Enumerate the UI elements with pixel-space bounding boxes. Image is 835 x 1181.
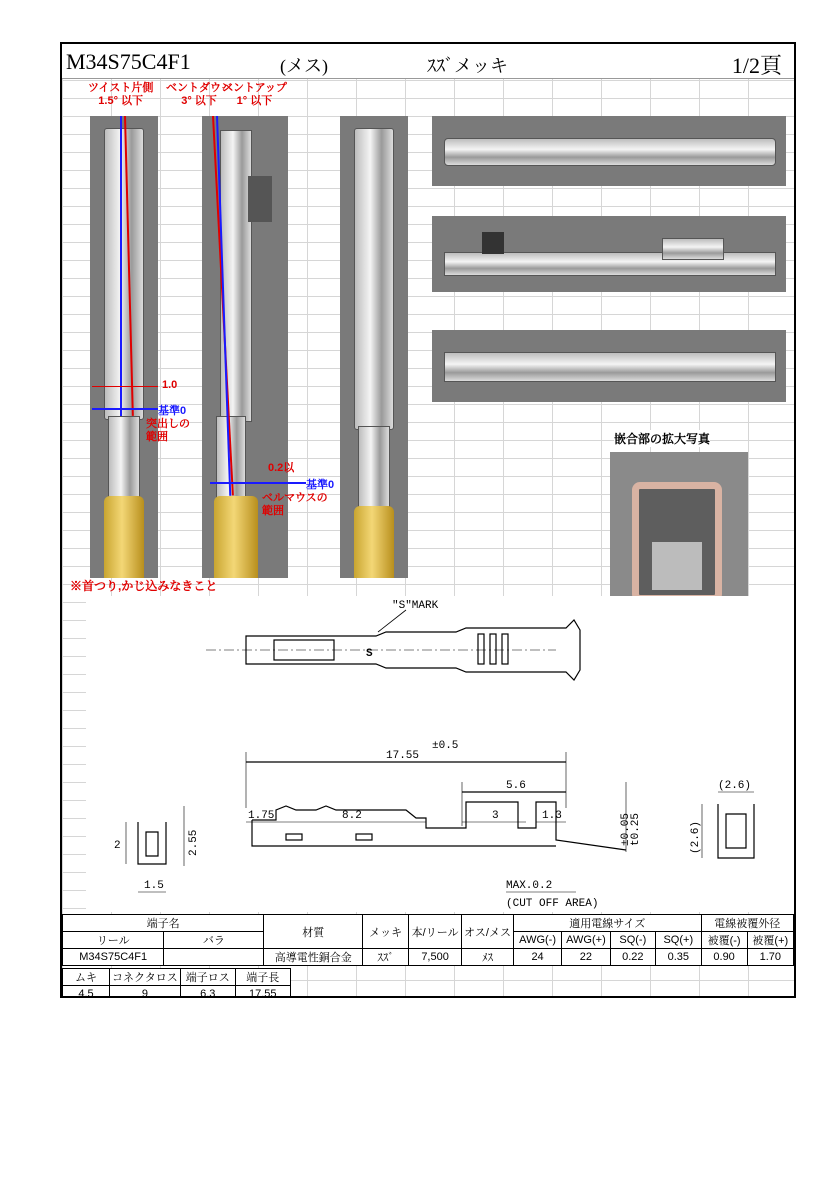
th-wire-size: 適用電線サイズ [513,915,701,932]
dim-w-2-55: 2.55 [188,829,200,856]
bend-down-label: ベントダウン 3° 以下 [166,82,232,107]
th-awg-max: AWG(+) [562,932,611,949]
reference-zero-1: 基準0 [158,405,187,417]
cell-ins-max: 1.70 [747,949,793,966]
s-letter: S [366,648,373,660]
cell-per-reel: 7,500 [409,949,462,966]
table-row [63,915,794,932]
photo-bottom-view [340,116,408,578]
dim-w-1-5: 1.5 [144,880,164,892]
reference-zero-2: 基準0 [306,479,335,491]
th-ins-min: 被覆(-) [701,932,747,949]
note-text: ※首つり,かじ込みなきこと [70,579,218,593]
th-material: 材質 [264,915,363,949]
th-gender: オス/メス [462,915,514,949]
dim-1-75: 1.75 [248,810,275,822]
th-terminal-loss: 端子ロス [180,969,235,986]
drawing-svg [86,596,796,912]
cell-reel: M34S75C4F1 [63,949,164,966]
dim-thickness-tol: ±0.05 [620,812,632,846]
part-code: M34S75C4F1 [66,49,191,74]
bell-range-label: ベルマウスの 範囲 [262,492,328,517]
th-plating: メッキ [363,915,409,949]
dim-w-2-6-top: (2.6) [718,780,752,792]
protrusion-range-label: 突出しの 範囲 [146,418,190,443]
cell-material: 高導電性銅合金 [264,949,363,966]
cell-connector-loss: 9 [110,986,181,999]
table-row [63,969,291,986]
th-awg-min: AWG(-) [513,932,561,949]
cell-sq-min: 0.22 [610,949,655,966]
photo-horizontal-bottom [432,330,786,402]
spec-sheet [60,42,796,998]
th-bulk: バラ [164,932,264,949]
dim-total-tol: ±0.5 [432,740,459,752]
cell-bulk [164,949,264,966]
cell-awg-min: 24 [513,949,561,966]
dim-total-length: 17.55 [386,750,420,762]
th-per-reel: 本/リール [409,915,462,949]
technical-drawing [86,596,796,912]
dim-max-cut: MAX.0.2 [506,880,553,892]
protrusion-value: 1.0 [162,379,178,391]
bell-value: 0.2以 [268,462,295,474]
spec-table [62,914,794,966]
dim-thickness: t0.25 [630,812,642,846]
th-sq-min: SQ(-) [610,932,655,949]
th-sq-max: SQ(+) [655,932,701,949]
dim-cut-off: (CUT OFF AREA) [506,898,599,910]
cell-terminal-length: 17.55 [235,986,290,999]
th-terminal-name: 端子名 [63,915,264,932]
th-strip: ムキ [63,969,110,986]
bend-up-label: ベントアップ 1° 以下 [222,82,287,107]
th-insulation: 電線被覆外径 [701,915,793,932]
dim-w-2-6-side: (2.6) [690,820,702,854]
table-row [63,986,291,999]
dimension-table [62,968,291,998]
zoom-caption: 嵌合部の拡大写真 [614,432,711,446]
th-ins-max: 被覆(+) [747,932,793,949]
s-mark-label: "S"MARK [392,600,439,612]
dim-8-2: 8.2 [342,810,362,822]
cell-ins-min: 0.90 [701,949,747,966]
plating-title: ｽｽﾞメッキ [427,56,508,76]
twist-label: ツイスト片側 1.5° 以下 [88,82,154,107]
dim-5-6: 5.6 [506,780,526,792]
page-number: 1/2頁 [731,53,782,78]
terminal-type: (メス) [280,56,328,76]
cell-awg-max: 22 [562,949,611,966]
table-row [63,949,794,966]
cell-plating: ｽｽﾞ [363,949,409,966]
dim-1-3: 1.3 [542,810,562,822]
th-terminal-length: 端子長 [235,969,290,986]
cell-sq-max: 0.35 [655,949,701,966]
photo-horizontal-top [432,116,786,186]
th-connector-loss: コネクタロス [110,969,181,986]
photo-top-view [90,116,158,578]
cell-terminal-loss: 6.3 [180,986,235,999]
sheet-header [62,44,794,79]
photo-horizontal-side [432,216,786,292]
dim-3: 3 [492,810,499,822]
th-reel: リール [63,932,164,949]
cell-strip: 4.5 [63,986,110,999]
dim-w-2: 2 [114,840,121,852]
cell-gender: ﾒｽ [462,949,514,966]
